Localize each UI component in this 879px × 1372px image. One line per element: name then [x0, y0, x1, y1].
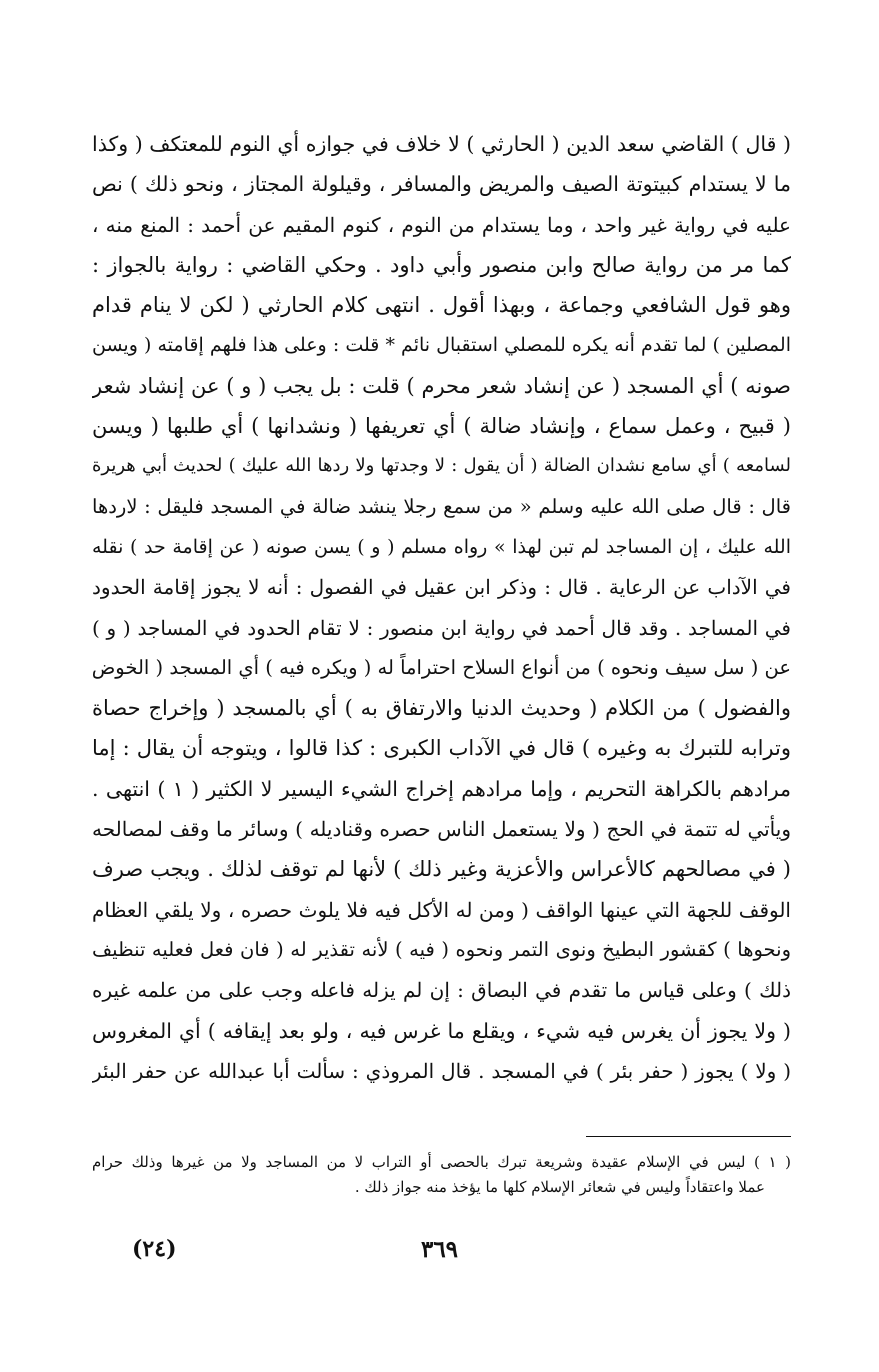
text-line: ( قال ) القاضي سعد الدين ( الحارثي ) لا خلاف في جوازه أي النوم للمعتكف ( وكذا	[92, 132, 791, 156]
page-number: ٣٦٩	[420, 1236, 459, 1263]
text-line: في المساجد . وقد قال أحمد في رواية ابن منصور : لا تقام الحدود في المساجد ( و )	[92, 615, 791, 640]
text-line: ما لا يستدام كبيتوتة الصيف والمريض والمسافر ، وقيلولة المجتاز ، ونحو ذلك ) نص	[92, 172, 791, 197]
text-line: والفضول ) من الكلام ( وحديث الدنيا والارتفاق به ) أي بالمسجد ( وإخراج حصاة	[92, 696, 791, 721]
text-line: ( ولا يجوز أن يغرس فيه شيء ، ويقلع ما غرس فيه ، ولو بعد إيقافه ) أي المغروس	[92, 1018, 791, 1043]
main-text	[92, 124, 791, 1091]
text-line: كما مر من رواية صالح وابن منصور وأبي داود . وحكي القاضي : رواية بالجواز :	[92, 252, 791, 277]
footnote-line: ( ١ ) ليس في الإسلام عقيدة وشريعة تبرك بالحصى أو التراب لا من المساجد ولا من غيرها وذلك حرام	[92, 1153, 791, 1171]
text-line: ( قبيح ، وعمل سماع ، وإنشاد ضالة ) أي تعريفها ( ونشدانها ) أي طلبها ( ويسن	[92, 414, 791, 439]
text-line: الوقف للجهة التي عينها الواقف ( ومن له الأكل فيه فلا يلوث حصره ، ولا يلقي العظام	[92, 897, 791, 922]
text-line: لسامعه ) أي سامع نشدان الضالة ( أن يقول : لا وجدتها ولا ردها الله عليك ) لحديث أبي هريرة	[92, 455, 791, 477]
text-line: عن ( سل سيف ونحوه ) من أنواع السلاح احتراماً له ( ويكره فيه ) أي المسجد ( الخوض	[92, 655, 791, 679]
text-line: وهو قول الشافعي وجماعة ، وبهذا أقول . انتهى كلام الحارثي ( لكن لا ينام قدام	[92, 293, 791, 318]
footnote-line: عملا واعتقاداً وليس في شعائر الإسلام كلها ما يؤخذ منه جواز ذلك .	[354, 1178, 765, 1196]
footnote-divider	[586, 1136, 791, 1137]
text-line: وترابه للتبرك به وغيره ) قال في الآداب الكبرى : كذا قالوا ، ويتوجه أن يقال : إما	[92, 736, 791, 761]
text-line: ( في مصالحهم كالأعراس والأعزية وغير ذلك ) لأنها لم توقف لذلك . ويجب صرف	[92, 857, 791, 882]
text-line: قال : قال صلى الله عليه وسلم « من سمع رجلا ينشد ضالة في المسجد فليقل : لاردها	[92, 494, 791, 518]
text-line: صونه ) أي المسجد ( عن إنشاد شعر محرم ) قلت : بل يجب ( و ) عن إنشاد شعر	[92, 373, 791, 398]
text-line: المصلين ) لما تقدم أنه يكره للمصلي استقبال نائم * قلت : وعلى هذا فلهم إقامته ( ويسن	[92, 334, 791, 357]
text-line: ونحوها ) كقشور البطيخ ونوى التمر ونحوه ( فيه ) لأنه تقذير له ( فان فعل فعليه تنظيف	[92, 937, 791, 961]
text-line: الله عليك ، إن المساجد لم تبن لهذا » رواه مسلم ( و ) يسن صونه ( عن إقامة حد ) نقله	[92, 535, 791, 558]
text-line: مرادهم بالكراهة التحريم ، وإما مرادهم إخراج الشيء اليسير لا الكثير ( ١ ) انتهى .	[92, 776, 791, 801]
footnote	[92, 1150, 791, 1200]
text-line: في الآداب عن الرعاية . قال : وذكر ابن عقيل في الفصول : أنه لا يجوز إقامة الحدود	[92, 575, 791, 600]
text-line: ويأتي له تتمة في الحج ( ولا يستعمل الناس حصره وقناديله ) وسائر ما وقف لمصالحه	[92, 817, 791, 842]
text-line: ( ولا ) يجوز ( حفر بئر ) في المسجد . قال المروذي : سألت أبا عبدالله عن حفر البئر	[92, 1058, 791, 1083]
text-line: ذلك ) وعلى قياس ما تقدم في البصاق : إن لم يزله فاعله وجب على من علمه غيره	[92, 978, 791, 1003]
text-line: عليه في رواية غير واحد ، وما يستدام من النوم ، كنوم المقيم عن أحمد : المنع منه ،	[92, 212, 791, 237]
signature-mark: (٢٤)	[132, 1236, 177, 1262]
